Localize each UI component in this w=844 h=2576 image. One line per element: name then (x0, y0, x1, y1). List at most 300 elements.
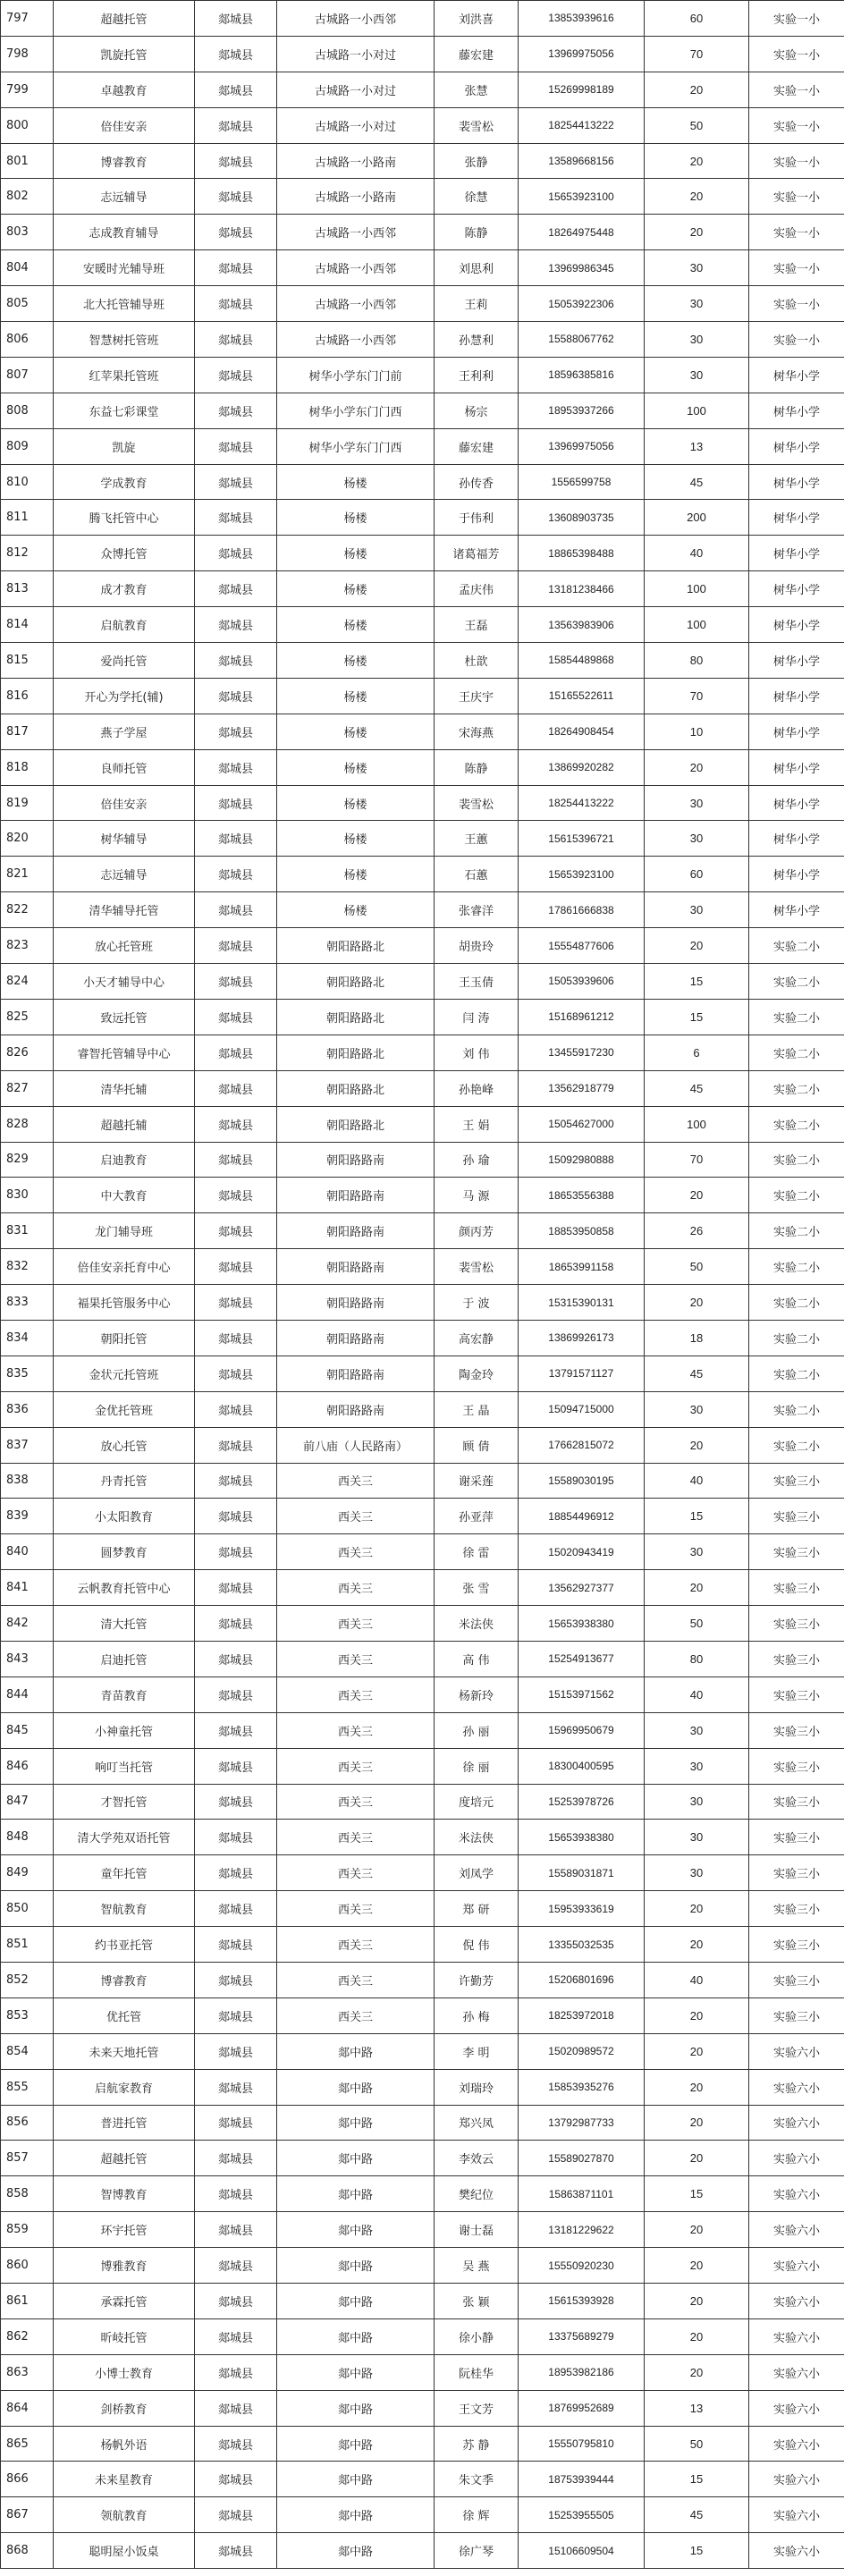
institution-name-cell: 红苹果托管班 (54, 357, 195, 393)
phone-number-cell: 15165522611 (519, 678, 645, 714)
address-cell: 杨楼 (277, 892, 435, 928)
school-cell: 实验二小 (749, 999, 844, 1035)
row-index-cell: 826 (1, 1035, 54, 1070)
contact-person-cell: 徐 雷 (435, 1534, 519, 1570)
county-cell: 郯城县 (195, 1285, 277, 1321)
table-row (1, 1997, 844, 2033)
table-row (1, 215, 844, 250)
capacity-cell: 30 (645, 250, 749, 286)
phone-number-cell: 13589668156 (519, 143, 645, 179)
school-cell: 实验三小 (749, 1855, 844, 1891)
institution-name-cell: 启航家教育 (54, 2069, 195, 2105)
school-cell: 实验二小 (749, 1070, 844, 1106)
table-row (1, 2426, 844, 2462)
address-cell: 古城路一小西邻 (277, 322, 435, 358)
school-cell: 树华小学 (749, 714, 844, 749)
row-index-cell: 825 (1, 999, 54, 1035)
row-index-cell: 831 (1, 1213, 54, 1249)
county-cell: 郯城县 (195, 2390, 277, 2426)
contact-person-cell: 于 波 (435, 1285, 519, 1321)
phone-number-cell: 15168961212 (519, 999, 645, 1035)
address-cell: 朝阳路路北 (277, 1070, 435, 1106)
county-cell: 郯城县 (195, 1712, 277, 1748)
row-index-cell: 863 (1, 2354, 54, 2390)
contact-person-cell: 闫 涛 (435, 999, 519, 1035)
table-row (1, 1035, 844, 1070)
table-body (1, 1, 844, 2569)
county-cell: 郯城县 (195, 2141, 277, 2176)
capacity-cell: 20 (645, 1927, 749, 1963)
row-index-cell: 807 (1, 357, 54, 393)
table-row (1, 2248, 844, 2284)
phone-number-cell: 13969975056 (519, 428, 645, 464)
county-cell: 郯城县 (195, 821, 277, 857)
capacity-cell: 20 (645, 1997, 749, 2033)
table-row (1, 749, 844, 785)
row-index-cell: 850 (1, 1891, 54, 1927)
county-cell: 郯城县 (195, 500, 277, 536)
table-row (1, 1570, 844, 1606)
table-row (1, 1285, 844, 1321)
address-cell: 西关三 (277, 1927, 435, 1963)
capacity-cell: 40 (645, 1463, 749, 1499)
county-cell: 郯城县 (195, 1142, 277, 1178)
institution-name-cell: 开心为学托(辅) (54, 678, 195, 714)
phone-number-cell: 15854489868 (519, 643, 645, 679)
contact-person-cell: 苏 静 (435, 2426, 519, 2462)
address-cell: 郯中路 (277, 2033, 435, 2069)
row-index-cell: 851 (1, 1927, 54, 1963)
institution-name-cell: 清大托管 (54, 1606, 195, 1642)
phone-number-cell: 15615396721 (519, 821, 645, 857)
contact-person-cell: 阮桂华 (435, 2354, 519, 2390)
contact-person-cell: 张静 (435, 143, 519, 179)
capacity-cell: 30 (645, 892, 749, 928)
phone-number-cell: 15053922306 (519, 286, 645, 322)
address-cell: 朝阳路路北 (277, 928, 435, 964)
school-cell: 实验六小 (749, 2212, 844, 2248)
address-cell: 古城路一小对过 (277, 107, 435, 143)
school-cell: 实验六小 (749, 2033, 844, 2069)
county-cell: 郯城县 (195, 1570, 277, 1606)
phone-number-cell: 15588067762 (519, 322, 645, 358)
contact-person-cell: 孙 丽 (435, 1712, 519, 1748)
capacity-cell: 30 (645, 1784, 749, 1820)
institution-name-cell: 倍佳安亲 (54, 107, 195, 143)
phone-number-cell: 13355032535 (519, 1927, 645, 1963)
phone-number-cell: 13181229622 (519, 2212, 645, 2248)
institution-name-cell: 约书亚托管 (54, 1927, 195, 1963)
table-row (1, 428, 844, 464)
school-cell: 实验二小 (749, 928, 844, 964)
capacity-cell: 20 (645, 2318, 749, 2354)
address-cell: 郯中路 (277, 2497, 435, 2533)
county-cell: 郯城县 (195, 1213, 277, 1249)
address-cell: 朝阳路路北 (277, 964, 435, 1000)
address-cell: 西关三 (277, 1855, 435, 1891)
capacity-cell: 20 (645, 2069, 749, 2105)
address-cell: 郯中路 (277, 2212, 435, 2248)
county-cell: 郯城县 (195, 143, 277, 179)
school-cell: 实验一小 (749, 179, 844, 215)
contact-person-cell: 马 源 (435, 1178, 519, 1213)
row-index-cell: 838 (1, 1463, 54, 1499)
county-cell: 郯城县 (195, 2105, 277, 2141)
capacity-cell: 20 (645, 2354, 749, 2390)
table-row (1, 1962, 844, 1997)
table-row (1, 821, 844, 857)
table-row (1, 1213, 844, 1249)
contact-person-cell: 陈静 (435, 749, 519, 785)
address-cell: 郯中路 (277, 2390, 435, 2426)
school-cell: 树华小学 (749, 643, 844, 679)
institution-name-cell: 成才教育 (54, 571, 195, 607)
contact-person-cell: 杜歆 (435, 643, 519, 679)
contact-person-cell: 李效云 (435, 2141, 519, 2176)
school-cell: 实验一小 (749, 286, 844, 322)
contact-person-cell: 宋海燕 (435, 714, 519, 749)
capacity-cell: 20 (645, 215, 749, 250)
address-cell: 西关三 (277, 1997, 435, 2033)
capacity-cell: 15 (645, 1499, 749, 1534)
institution-name-cell: 未来星教育 (54, 2462, 195, 2497)
table-row (1, 1463, 844, 1499)
school-cell: 实验一小 (749, 322, 844, 358)
capacity-cell: 80 (645, 1641, 749, 1677)
address-cell: 郯中路 (277, 2426, 435, 2462)
county-cell: 郯城县 (195, 714, 277, 749)
table-row (1, 72, 844, 107)
phone-number-cell: 15589030195 (519, 1463, 645, 1499)
school-cell: 实验三小 (749, 1606, 844, 1642)
institution-name-cell: 燕子学屋 (54, 714, 195, 749)
county-cell: 郯城县 (195, 607, 277, 643)
phone-number-cell: 18769952689 (519, 2390, 645, 2426)
contact-person-cell: 张慧 (435, 72, 519, 107)
row-index-cell: 843 (1, 1641, 54, 1677)
address-cell: 西关三 (277, 1463, 435, 1499)
phone-number-cell: 15094715000 (519, 1391, 645, 1427)
table-row (1, 36, 844, 72)
institution-name-cell: 爱尚托管 (54, 643, 195, 679)
school-cell: 实验二小 (749, 1320, 844, 1356)
address-cell: 杨楼 (277, 785, 435, 821)
capacity-cell: 20 (645, 1285, 749, 1321)
table-row (1, 678, 844, 714)
row-index-cell: 811 (1, 500, 54, 536)
county-cell: 郯城县 (195, 1, 277, 37)
phone-number-cell: 18254413222 (519, 785, 645, 821)
row-index-cell: 835 (1, 1356, 54, 1391)
contact-person-cell: 杨宗 (435, 393, 519, 428)
row-index-cell: 813 (1, 571, 54, 607)
school-cell: 树华小学 (749, 428, 844, 464)
capacity-cell: 20 (645, 1891, 749, 1927)
institution-name-cell: 良师托管 (54, 749, 195, 785)
table-row (1, 1249, 844, 1285)
county-cell: 郯城县 (195, 1677, 277, 1712)
row-index-cell: 848 (1, 1820, 54, 1855)
row-index-cell: 840 (1, 1534, 54, 1570)
table-row (1, 1070, 844, 1106)
table-row (1, 1391, 844, 1427)
table-row (1, 1606, 844, 1642)
institution-name-cell: 清大学苑双语托管 (54, 1820, 195, 1855)
phone-number-cell: 18854496912 (519, 1499, 645, 1534)
institution-name-cell: 安暖时光辅导班 (54, 250, 195, 286)
capacity-cell: 30 (645, 357, 749, 393)
institution-name-cell: 褔果托管服务中心 (54, 1285, 195, 1321)
table-row (1, 2176, 844, 2212)
table-row (1, 1927, 844, 1963)
county-cell: 郯城县 (195, 749, 277, 785)
institution-name-cell: 环宇托管 (54, 2212, 195, 2248)
school-cell: 实验三小 (749, 1499, 844, 1534)
contact-person-cell: 王 娟 (435, 1106, 519, 1142)
school-cell: 实验三小 (749, 1891, 844, 1927)
capacity-cell: 45 (645, 2497, 749, 2533)
address-cell: 杨楼 (277, 714, 435, 749)
table-row (1, 1784, 844, 1820)
phone-number-cell: 15206801696 (519, 1962, 645, 1997)
capacity-cell: 30 (645, 1855, 749, 1891)
county-cell: 郯城县 (195, 1106, 277, 1142)
phone-number-cell: 13562927377 (519, 1570, 645, 1606)
table-row (1, 1142, 844, 1178)
phone-number-cell: 13562918779 (519, 1070, 645, 1106)
phone-number-cell: 15053939606 (519, 964, 645, 1000)
county-cell: 郯城县 (195, 1249, 277, 1285)
school-cell: 实验六小 (749, 2284, 844, 2319)
school-cell: 实验六小 (749, 2497, 844, 2533)
table-row (1, 1891, 844, 1927)
school-cell: 实验二小 (749, 1178, 844, 1213)
address-cell: 朝阳路路南 (277, 1213, 435, 1249)
address-cell: 朝阳路路北 (277, 1035, 435, 1070)
phone-number-cell: 13791571127 (519, 1356, 645, 1391)
contact-person-cell: 胡贵玲 (435, 928, 519, 964)
address-cell: 古城路一小路南 (277, 179, 435, 215)
address-cell: 朝阳路路北 (277, 1106, 435, 1142)
contact-person-cell: 于伟利 (435, 500, 519, 536)
school-cell: 实验一小 (749, 107, 844, 143)
phone-number-cell: 15269998189 (519, 72, 645, 107)
contact-person-cell: 孙亚萍 (435, 1499, 519, 1534)
county-cell: 郯城县 (195, 1391, 277, 1427)
contact-person-cell: 裴雪松 (435, 107, 519, 143)
capacity-cell: 20 (645, 2141, 749, 2176)
row-index-cell: 858 (1, 2176, 54, 2212)
county-cell: 郯城县 (195, 107, 277, 143)
capacity-cell: 18 (645, 1320, 749, 1356)
school-cell: 实验三小 (749, 1820, 844, 1855)
address-cell: 杨楼 (277, 821, 435, 857)
address-cell: 西关三 (277, 1499, 435, 1534)
contact-person-cell: 裴雪松 (435, 785, 519, 821)
institution-name-cell: 清华辅导托管 (54, 892, 195, 928)
address-cell: 郯中路 (277, 2533, 435, 2569)
contact-person-cell: 刘思利 (435, 250, 519, 286)
institution-name-cell: 响叮当托管 (54, 1748, 195, 1784)
contact-person-cell: 张 颖 (435, 2284, 519, 2319)
school-cell: 实验六小 (749, 2105, 844, 2141)
address-cell: 朝阳路路南 (277, 1142, 435, 1178)
phone-number-cell: 13455917230 (519, 1035, 645, 1070)
phone-number-cell: 13869926173 (519, 1320, 645, 1356)
table-row (1, 393, 844, 428)
school-cell: 实验六小 (749, 2462, 844, 2497)
row-index-cell: 857 (1, 2141, 54, 2176)
capacity-cell: 20 (645, 2105, 749, 2141)
row-index-cell: 849 (1, 1855, 54, 1891)
phone-number-cell: 15653938380 (519, 1606, 645, 1642)
row-index-cell: 837 (1, 1427, 54, 1463)
contact-person-cell: 陈静 (435, 215, 519, 250)
row-index-cell: 853 (1, 1997, 54, 2033)
capacity-cell: 100 (645, 393, 749, 428)
capacity-cell: 15 (645, 2176, 749, 2212)
table-row (1, 2284, 844, 2319)
capacity-cell: 15 (645, 2462, 749, 2497)
contact-person-cell: 孙 梅 (435, 1997, 519, 2033)
county-cell: 郯城县 (195, 1463, 277, 1499)
phone-number-cell: 15020989572 (519, 2033, 645, 2069)
capacity-cell: 26 (645, 1213, 749, 1249)
address-cell: 古城路一小对过 (277, 36, 435, 72)
contact-person-cell: 孙传香 (435, 464, 519, 500)
school-cell: 实验二小 (749, 1356, 844, 1391)
county-cell: 郯城县 (195, 1927, 277, 1963)
contact-person-cell: 米法侠 (435, 1820, 519, 1855)
school-cell: 实验三小 (749, 1962, 844, 1997)
school-cell: 实验三小 (749, 1997, 844, 2033)
capacity-cell: 200 (645, 500, 749, 536)
school-cell: 实验三小 (749, 1712, 844, 1748)
capacity-cell: 20 (645, 2033, 749, 2069)
county-cell: 郯城县 (195, 2176, 277, 2212)
institution-name-cell: 腾飞托管中心 (54, 500, 195, 536)
address-cell: 朝阳路路北 (277, 999, 435, 1035)
school-cell: 树华小学 (749, 571, 844, 607)
institution-name-cell: 学成教育 (54, 464, 195, 500)
capacity-cell: 20 (645, 143, 749, 179)
county-cell: 郯城县 (195, 428, 277, 464)
contact-person-cell: 徐 辉 (435, 2497, 519, 2533)
address-cell: 古城路一小西邻 (277, 286, 435, 322)
school-cell: 实验三小 (749, 1677, 844, 1712)
phone-number-cell: 15550795810 (519, 2426, 645, 2462)
capacity-cell: 60 (645, 1, 749, 37)
row-index-cell: 833 (1, 1285, 54, 1321)
table-row (1, 964, 844, 1000)
capacity-cell: 40 (645, 1962, 749, 1997)
phone-number-cell: 15253955505 (519, 2497, 645, 2533)
phone-number-cell: 15853935276 (519, 2069, 645, 2105)
county-cell: 郯城县 (195, 1356, 277, 1391)
row-index-cell: 818 (1, 749, 54, 785)
row-index-cell: 859 (1, 2212, 54, 2248)
school-cell: 实验一小 (749, 36, 844, 72)
address-cell: 西关三 (277, 1748, 435, 1784)
contact-person-cell: 王 晶 (435, 1391, 519, 1427)
table-row (1, 2105, 844, 2141)
row-index-cell: 815 (1, 643, 54, 679)
phone-number-cell: 18596385816 (519, 357, 645, 393)
row-index-cell: 867 (1, 2497, 54, 2533)
contact-person-cell: 杨新玲 (435, 1677, 519, 1712)
row-index-cell: 824 (1, 964, 54, 1000)
phone-number-cell: 15153971562 (519, 1677, 645, 1712)
contact-person-cell: 吴 燕 (435, 2248, 519, 2284)
address-cell: 朝阳路路南 (277, 1178, 435, 1213)
county-cell: 郯城县 (195, 1641, 277, 1677)
capacity-cell: 100 (645, 571, 749, 607)
contact-person-cell: 米法侠 (435, 1606, 519, 1642)
table-row (1, 1641, 844, 1677)
row-index-cell: 860 (1, 2248, 54, 2284)
phone-number-cell: 18853950858 (519, 1213, 645, 1249)
institution-name-cell: 丹青托管 (54, 1463, 195, 1499)
county-cell: 郯城县 (195, 393, 277, 428)
institution-name-cell: 金优托管班 (54, 1391, 195, 1427)
table-row (1, 143, 844, 179)
table-row (1, 1855, 844, 1891)
school-cell: 实验二小 (749, 1213, 844, 1249)
capacity-cell: 20 (645, 1178, 749, 1213)
table-row (1, 2497, 844, 2533)
contact-person-cell: 刘 伟 (435, 1035, 519, 1070)
phone-number-cell: 13563983906 (519, 607, 645, 643)
phone-number-cell: 18254413222 (519, 107, 645, 143)
contact-person-cell: 许勤芳 (435, 1962, 519, 1997)
school-cell: 树华小学 (749, 785, 844, 821)
school-cell: 树华小学 (749, 607, 844, 643)
capacity-cell: 50 (645, 1606, 749, 1642)
school-cell: 实验六小 (749, 2426, 844, 2462)
county-cell: 郯城县 (195, 1320, 277, 1356)
school-cell: 实验三小 (749, 1534, 844, 1570)
phone-number-cell: 15550920230 (519, 2248, 645, 2284)
institution-name-cell: 志远辅导 (54, 179, 195, 215)
institution-name-cell: 承霖托管 (54, 2284, 195, 2319)
institution-name-cell: 博雅教育 (54, 2248, 195, 2284)
county-cell: 郯城县 (195, 286, 277, 322)
phone-number-cell: 15106609504 (519, 2533, 645, 2569)
phone-number-cell: 15315390131 (519, 1285, 645, 1321)
capacity-cell: 13 (645, 428, 749, 464)
institution-name-cell: 金状元托管班 (54, 1356, 195, 1391)
institution-name-cell: 领航教育 (54, 2497, 195, 2533)
institution-name-cell: 致远托管 (54, 999, 195, 1035)
capacity-cell: 15 (645, 964, 749, 1000)
contact-person-cell: 王莉 (435, 286, 519, 322)
capacity-cell: 50 (645, 107, 749, 143)
phone-number-cell: 15953933619 (519, 1891, 645, 1927)
row-index-cell: 861 (1, 2284, 54, 2319)
row-index-cell: 830 (1, 1178, 54, 1213)
capacity-cell: 45 (645, 1070, 749, 1106)
table-row (1, 2212, 844, 2248)
county-cell: 郯城县 (195, 2284, 277, 2319)
phone-number-cell: 15653938380 (519, 1820, 645, 1855)
county-cell: 郯城县 (195, 1499, 277, 1534)
table-row (1, 2141, 844, 2176)
institution-name-cell: 志远辅导 (54, 857, 195, 892)
institution-name-cell: 圆梦教育 (54, 1534, 195, 1570)
phone-number-cell: 18753939444 (519, 2462, 645, 2497)
table-row (1, 571, 844, 607)
table-row (1, 322, 844, 358)
